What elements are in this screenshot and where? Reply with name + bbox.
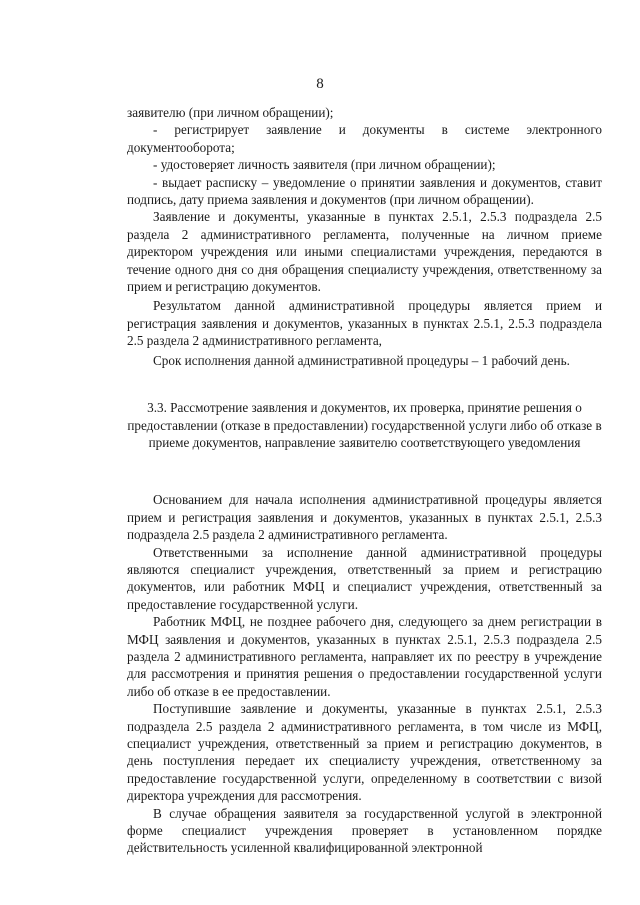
paragraph: Основанием для начала исполнения административной процедуры является прием и регистрация заявления и документов, указанных в пунктах 2.5.1, 2.5.3 подраздела 2.5 раздела 2 административного регламента. <box>127 492 602 543</box>
page-number: 8 <box>316 76 324 92</box>
section-heading: 3.3. Рассмотрение заявления и документов, их проверка, принятие решения о предоставлении (отказе в предоставлении) государственной услуги либо об отказе в приеме документов, направление заявителю соответствующего уведомления <box>127 400 602 450</box>
list-item: - удостоверяет личность заявителя (при личном обращении); <box>153 157 496 173</box>
paragraph: Ответственными за исполнение данной административной процедуры являются специалист учреждения, ответственный за прием и регистрацию документов, или работник МФЦ и специалист учреждения, ответственный за предоставление государственной услуги. <box>127 544 602 612</box>
paragraph: В случае обращения заявителя за государственной услугой в электронной форме специалист учреждения проверяет в установленном порядке действительность усиленной квалифицированной электронной <box>127 805 602 856</box>
paragraph: Заявление и документы, указанные в пунктах 2.5.1, 2.5.3 подраздела 2.5 раздела 2 административного регламента, полученные на личном приеме директором учреждения или иными специалистами учреждения, передаются в течение одного дня со дня обращения специалисту учреждения, ответственному за прием и регистрацию документов. <box>127 209 602 295</box>
paragraph: Результатом данной административной процедуры является прием и регистрация заявления и документов, указанных в пунктах 2.5.1, 2.5.3 подраздела 2.5 раздела 2 административного регламента, <box>127 298 602 349</box>
document-body <box>127 104 602 857</box>
paragraph: Поступившие заявление и документы, указанные в пунктах 2.5.1, 2.5.3 подраздела 2.5 раздела 2 административного регламента, в том числе из МФЦ, специалист учреждения, ответственный за прием и регистрацию документов, в день поступления передает их специалисту учреждения, ответственному за предоставление государственной услуги, определенному в соответствии с визой директора учреждения для рассмотрения. <box>127 701 602 804</box>
paragraph: Работник МФЦ, не позднее рабочего дня, следующего за днем регистрации в МФЦ заявления и документов, указанных в пунктах 2.5.1, 2.5.3 подраздела 2.5 раздела 2 административного регламента, направляет их по реестру в учреждение для рассмотрения и принятия решения о предоставлении государственной услуги либо об отказе в ее предоставлении. <box>127 614 602 699</box>
list-item: - выдает расписку – уведомление о принятии заявления и документов, ставит подпись, дату приема заявления и документов (при личном обращении). <box>127 174 602 208</box>
paragraph: Срок исполнения данной административной процедуры – 1 рабочий день. <box>153 352 570 368</box>
paragraph: заявителю (при личном обращении); <box>127 105 334 120</box>
list-item: - регистрирует заявление и документы в системе электронного документооборота; <box>127 122 602 155</box>
